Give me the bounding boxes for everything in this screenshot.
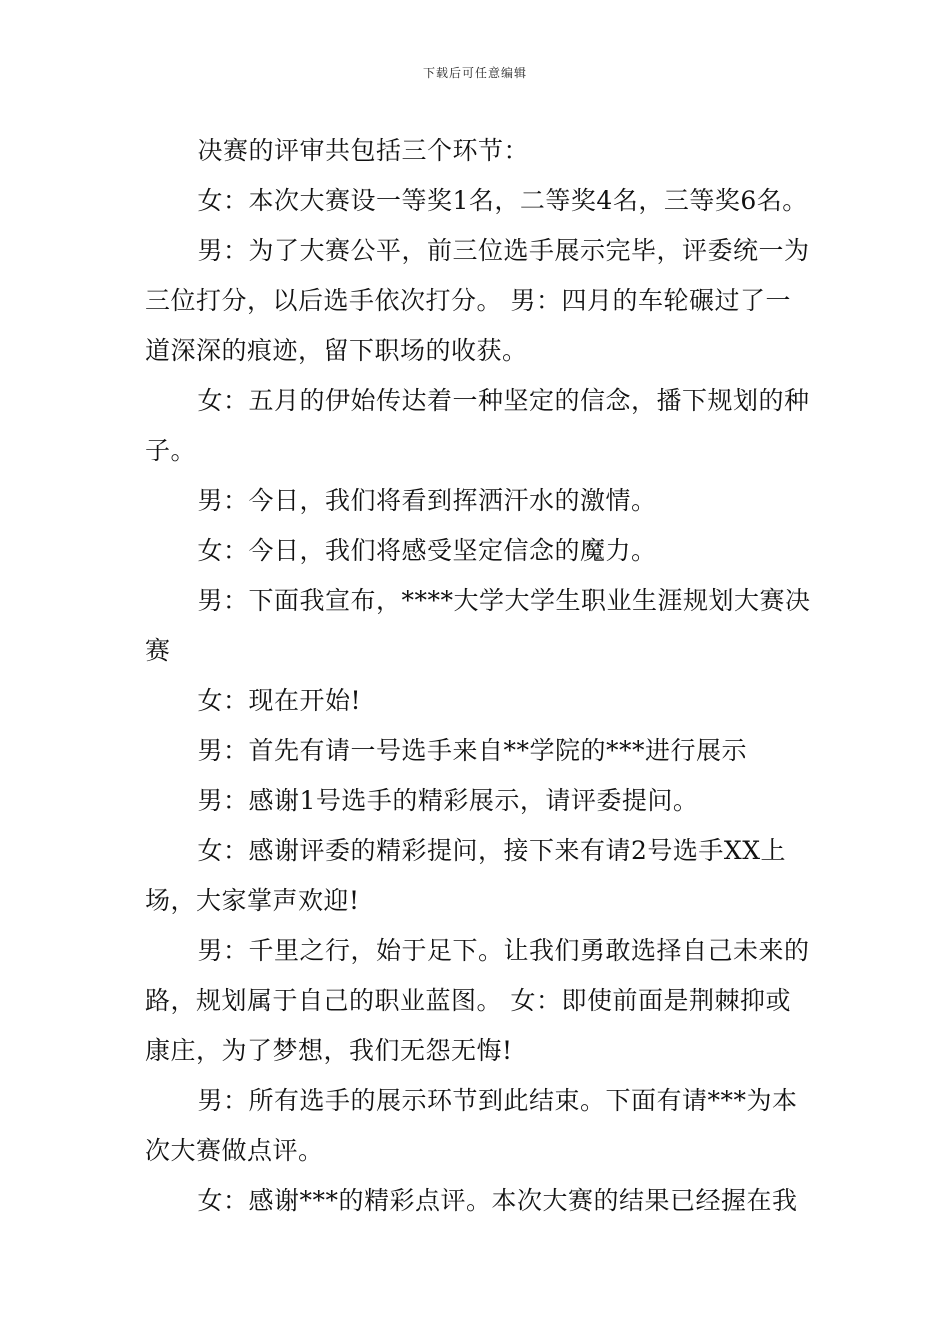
paragraph: 男：所有选手的展示环节到此结束。下面有请***为本次大赛做点评。 (145, 1086, 798, 1165)
paragraph: 男：今日，我们将看到挥洒汗水的激情。 (197, 486, 657, 515)
document-body (145, 126, 813, 1226)
paragraph: 男：下面我宣布，****大学大学生职业生涯规划大赛决赛 (145, 586, 811, 665)
paragraph: 男：首先有请一号选手来自**学院的***进行展示 (197, 736, 748, 765)
paragraph: 女：现在开始! (197, 686, 362, 715)
paragraph: 决赛的评审共包括三个环节： (197, 136, 530, 165)
paragraph: 女：感谢***的精彩点评。本次大赛的结果已经握在我 (197, 1186, 798, 1215)
paragraph: 女：本次大赛设一等奖1名，二等奖4名，三等奖6名。 (197, 186, 808, 215)
paragraph: 女：五月的伊始传达着一种坚定的信念，播下规划的种子。 (145, 386, 810, 465)
page-header: 下载后可任意编辑 (422, 66, 527, 80)
paragraph: 女：今日，我们将感受坚定信念的魔力。 (197, 536, 657, 565)
paragraph: 男：千里之行，始于足下。让我们勇敢选择自己未来的路，规划属于自己的职业蓝图。 女：即使前面是荆棘抑或康庄，为了梦想，我们无怨无悔! (145, 936, 810, 1065)
paragraph: 男：为了大赛公平，前三位选手展示完毕，评委统一为三位打分，以后选手依次打分。 男：四月的车轮碾过了一道深深的痕迹，留下职场的收获。 (145, 236, 810, 365)
paragraph: 男：感谢1号选手的精彩展示，请评委提问。 (197, 786, 699, 815)
paragraph: 女：感谢评委的精彩提问，接下来有请2号选手XX上场，大家掌声欢迎! (145, 836, 787, 915)
